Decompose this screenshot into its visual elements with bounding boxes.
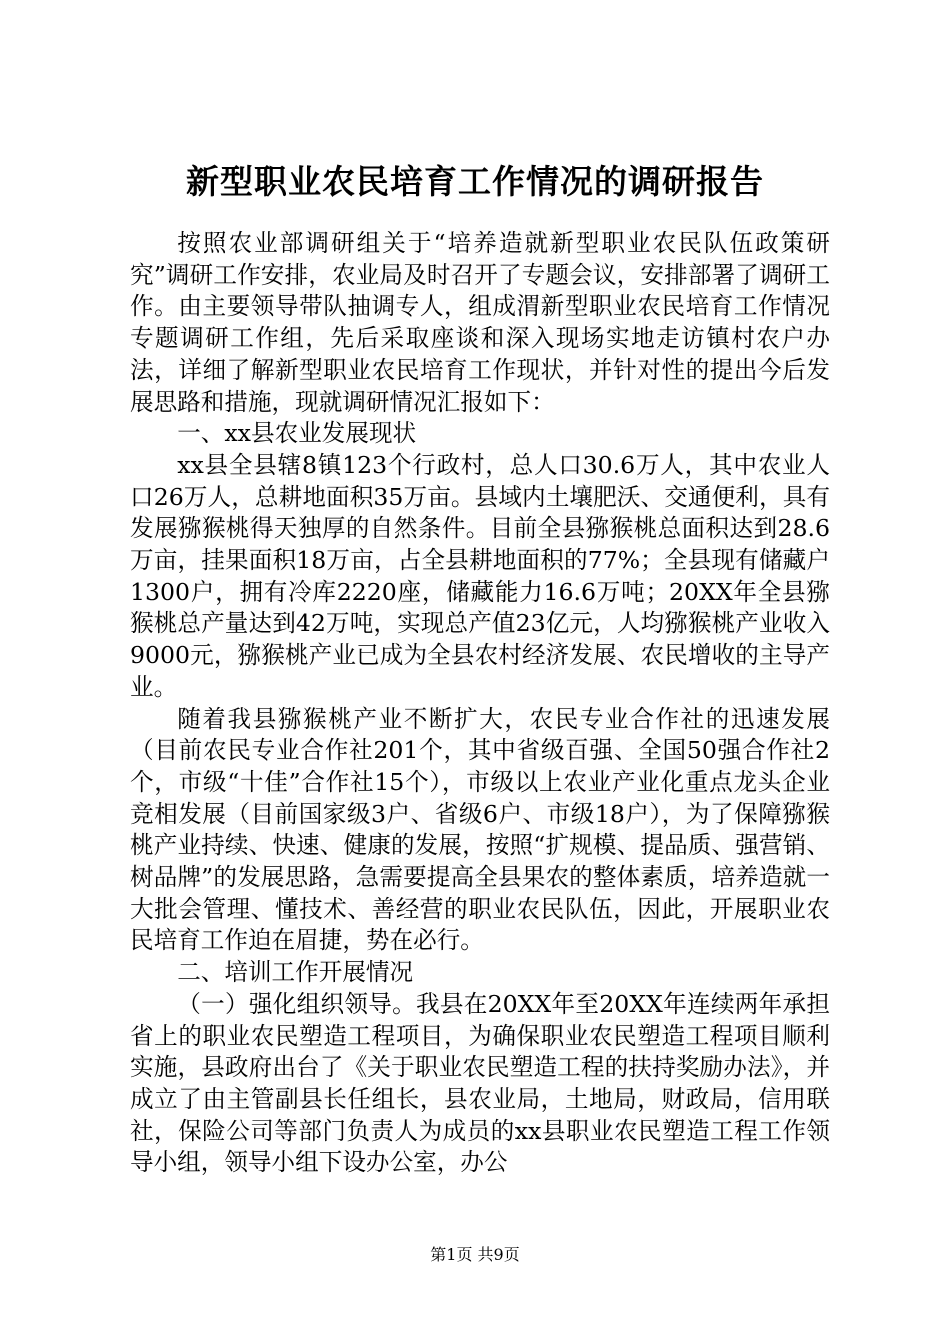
document-title: 新型职业农民培育工作情况的调研报告 [186,162,764,201]
page-footer: 第1页 共9页 [430,1245,520,1264]
section-heading-1: 一、xx县农业发展现状 [177,419,417,448]
document-body [130,228,830,1179]
section-heading-2: 二、培训工作开展情况 [177,958,414,987]
body-paragraph: （一）强化组织领导。我县在20XX年至20XX年连续两年承担省上的职业农民塑造工程项目，为确保职业农民塑造工程项目顺利实施，县政府出台了《关于职业农民塑造工程的扶持奖励办法》，并成立了由主管副县长任组长，县农业局，土地局，财政局，信用联社，保险公司等部门负责人为成员的xx县职业农民塑造工程工作领导小组，领导小组下设办公室，办公 [130,989,830,1177]
body-paragraph: 随着我县猕猴桃产业不断扩大，农民专业合作社的迅速发展（目前农民专业合作社201个，其中省级百强、全国50强合作社2个，市级“十佳”合作社15个），市级以上农业产业化重点龙头企业竞相发展（目前国家级3户、省级6户、市级18户），为了保障猕猴桃产业持续、快速、健康的发展，按照“扩规模、提品质、强营销、树品牌”的发展思路，急需要提高全县果农的整体素质，培养造就一大批会管理、懂技术、善经营的职业农民队伍，因此，开展职业农民培育工作迫在眉捷，势在必行。 [130,704,830,955]
intro-paragraph: 按照农业部调研组关于“培养造就新型职业农民队伍政策研究”调研工作安排，农业局及时召开了专题会议，安排部署了调研工作。由主要领导带队抽调专人，组成渭新型职业农民培育工作情况专题调研工作组，先后采取座谈和深入现场实地走访镇村农户办法，详细了解新型职业农民培育工作现状，并针对性的提出今后发展思路和措施，现就调研情况汇报如下： [130,229,830,416]
body-paragraph: xx县全县辖8镇123个行政村，总人口30.6万人，其中农业人口26万人，总耕地面积35万亩。县域内土壤肥沃、交通便利，具有发展猕猴桃得天独厚的自然条件。目前全县猕猴桃总面积达到28.6万亩，挂果面积18万亩，占全县耕地面积的77%；全县现有储藏户1300户，拥有冷库2220座，储藏能力16.6万吨；20XX年全县猕猴桃总产量达到42万吨，实现总产值23亿元，人均猕猴桃产业收入9000元，猕猴桃产业已成为全县农村经济发展、农民增收的主导产业。 [130,450,830,701]
